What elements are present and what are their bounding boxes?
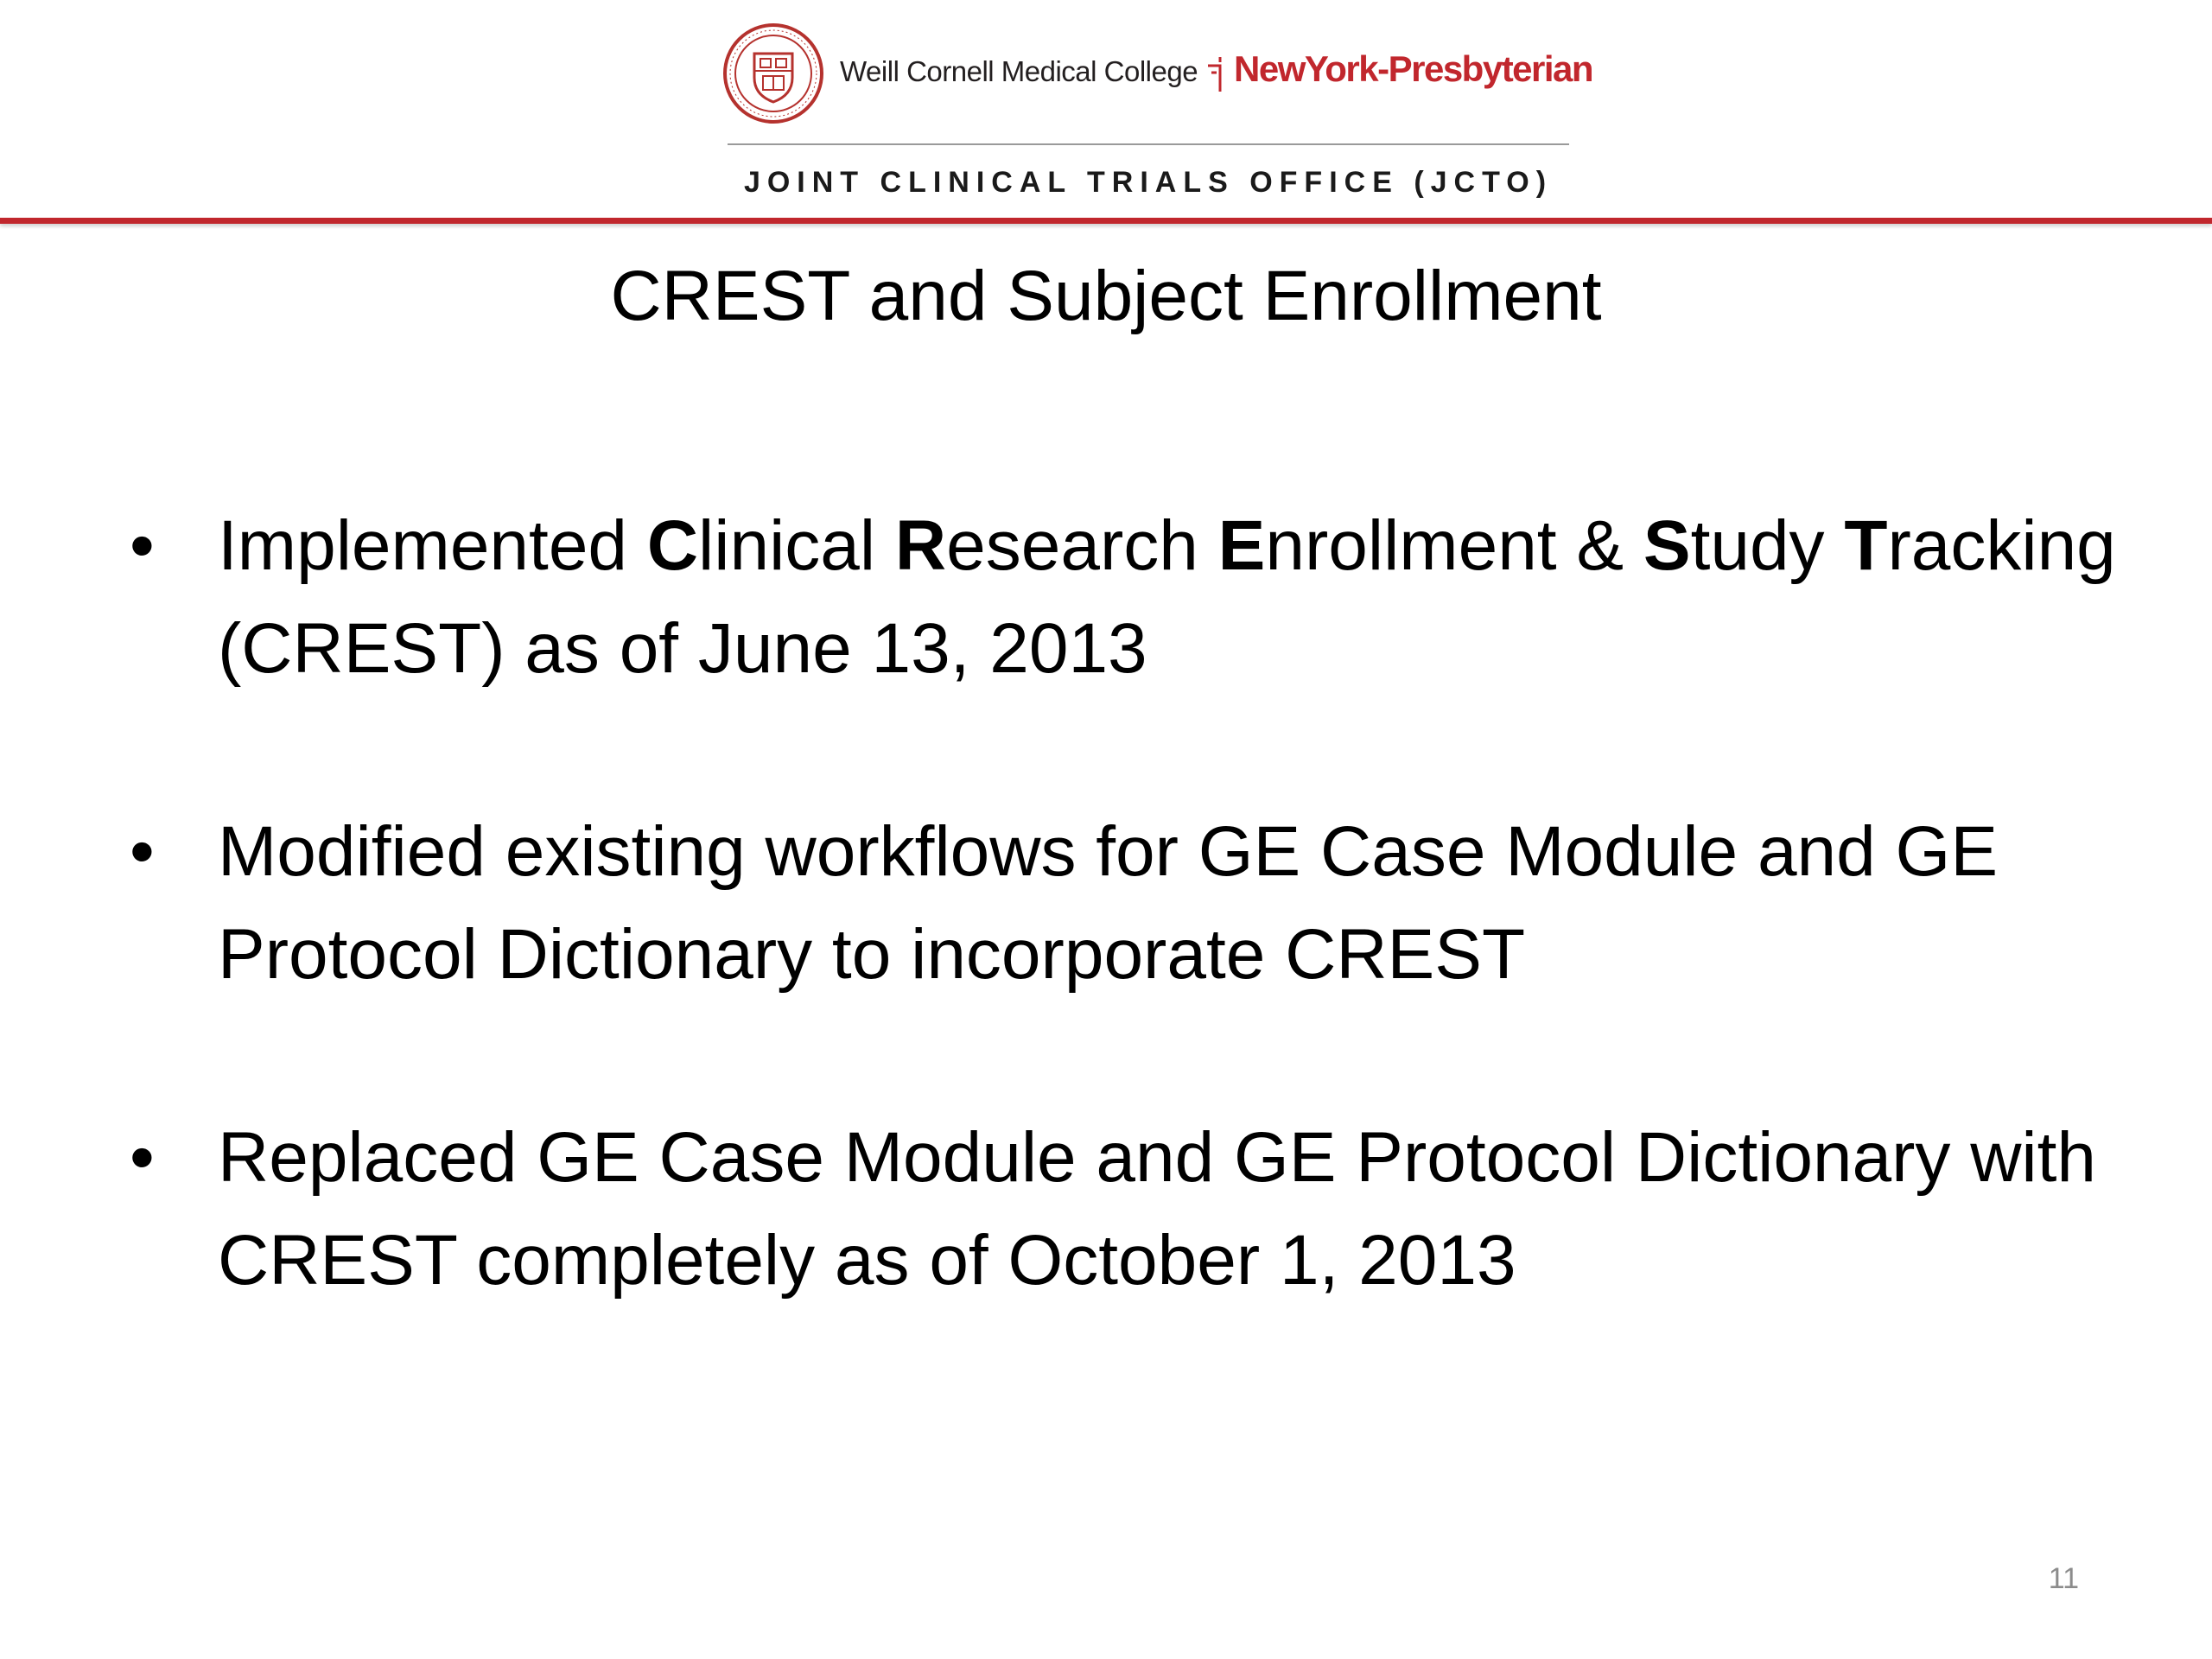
bullet-text <box>218 1118 2096 1300</box>
bullet-item <box>130 800 2117 1006</box>
bullet-dot-icon: • <box>130 1118 155 1197</box>
bullet-bold-initial: S <box>1643 506 1691 585</box>
bullet-item <box>130 1106 2117 1312</box>
bullet-text-run: linical <box>698 506 895 585</box>
bullet-bold-initial: R <box>894 506 947 585</box>
office-name: JOINT CLINICAL TRIALS OFFICE (JCTO) <box>743 166 1554 199</box>
header-divider <box>728 143 1569 145</box>
bullet-text <box>218 506 2116 688</box>
nyp-bracket-icon <box>1206 54 1227 95</box>
hospital-name: NewYork-Presbyterian <box>1234 48 1593 89</box>
bullet-text-run: Replaced GE Case Module and GE Protocol Dictionary with CREST completely as of October 1, 2013 <box>218 1118 2097 1300</box>
bullet-text-run: racking (CREST) as of June 13, 2013 <box>218 506 2116 688</box>
bullet-bold-initial: T <box>1844 506 1888 585</box>
bullet-text-run: tudy <box>1690 506 1845 585</box>
header-red-rule <box>0 218 2212 224</box>
cornell-seal-icon <box>722 22 824 124</box>
bullet-dot-icon: • <box>130 506 155 585</box>
bullet-item <box>130 494 2117 700</box>
bullet-text-run: Implemented <box>218 506 647 585</box>
bullet-bold-initial: C <box>646 506 699 585</box>
college-name: Weill Cornell Medical College <box>840 55 1198 87</box>
bullet-bold-initial: E <box>1217 506 1266 585</box>
bullet-text-run: esearch <box>946 506 1218 585</box>
bullet-text-run: Modified existing workflows for GE Case Module and GE Protocol Dictionary to incorporate CREST <box>218 812 1999 994</box>
bullet-text <box>218 812 1998 994</box>
logo-row <box>722 22 1593 124</box>
slide-header <box>0 0 2212 226</box>
bullet-dot-icon: • <box>130 812 155 891</box>
bullet-text-run: nrollment & <box>1265 506 1643 585</box>
slide-title: CREST and Subject Enrollment <box>610 257 1602 335</box>
page-number: 11 <box>2048 1562 2079 1595</box>
bullet-list <box>130 494 2117 1412</box>
